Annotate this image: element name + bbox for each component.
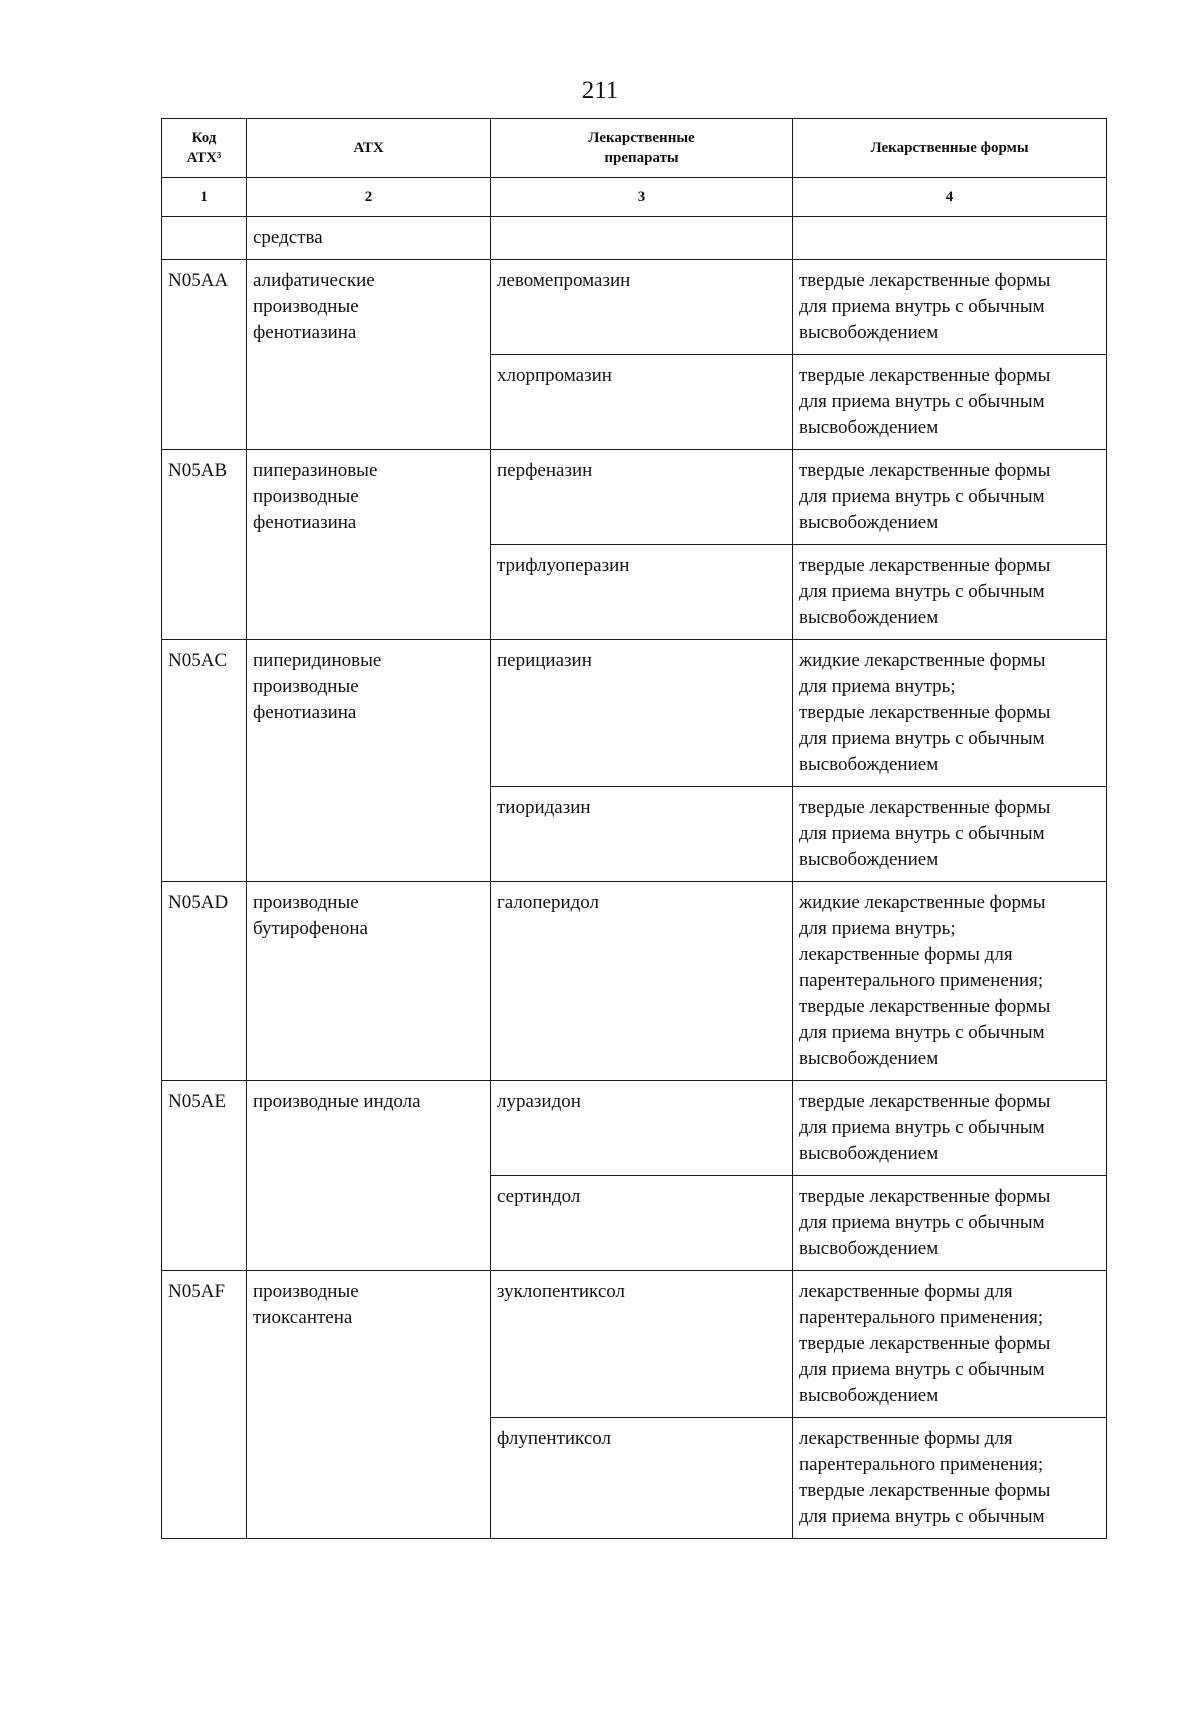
drug-name-cell: тиоридазин	[491, 787, 793, 882]
dosage-forms-cell: жидкие лекарственные формы для приема внутрь; лекарственные формы для парентерального применения; твердые лекарственные формы для приема внутрь с обычным высвобождением	[793, 882, 1107, 1081]
code-cell	[162, 217, 247, 260]
atx-code-cell: N05AB	[162, 450, 247, 640]
drug-name-cell: перициазин	[491, 640, 793, 787]
header-drugs: Лекарственные препараты	[491, 119, 793, 178]
page-number: 211	[581, 77, 619, 104]
drug-name-cell: галоперидол	[491, 882, 793, 1081]
dosage-forms-cell: твердые лекарственные формы для приема внутрь с обычным высвобождением	[793, 1081, 1107, 1176]
drug-name-cell: флупентиксол	[491, 1418, 793, 1539]
table-row	[162, 260, 1107, 355]
dosage-forms-cell: твердые лекарственные формы для приема внутрь с обычным высвобождением	[793, 355, 1107, 450]
atx-table	[161, 118, 1107, 1539]
dosage-forms-cell: жидкие лекарственные формы для приема внутрь; твердые лекарственные формы для приема внутрь с обычным высвобождением	[793, 640, 1107, 787]
drug-name-cell: перфеназин	[491, 450, 793, 545]
atx-group-cell: производные тиоксантена	[247, 1271, 491, 1539]
dosage-forms-cell: лекарственные формы для парентерального применения; твердые лекарственные формы для приема внутрь с обычным высвобождением	[793, 1271, 1107, 1418]
header-atx-code: Код АТХ³	[162, 119, 247, 178]
header-atx: АТХ	[247, 119, 491, 178]
dosage-forms-cell: твердые лекарственные формы для приема внутрь с обычным высвобождением	[793, 1176, 1107, 1271]
drug-name-cell: сертиндол	[491, 1176, 793, 1271]
drug-name-cell: трифлуоперазин	[491, 545, 793, 640]
table-row	[162, 640, 1107, 787]
atx-group-cell: алифатические производные фенотиазина	[247, 260, 491, 450]
forms-cell	[793, 217, 1107, 260]
atx-code-cell: N05AD	[162, 882, 247, 1081]
column-number-row	[162, 178, 1107, 217]
dosage-forms-cell: твердые лекарственные формы для приема внутрь с обычным высвобождением	[793, 260, 1107, 355]
drug-name-cell: зуклопентиксол	[491, 1271, 793, 1418]
column-number: 1	[162, 178, 247, 217]
table-header-row	[162, 119, 1107, 178]
table-row	[162, 1081, 1107, 1176]
column-number: 4	[793, 178, 1107, 217]
table-row	[162, 450, 1107, 545]
atx-group-cell: пиперазиновые производные фенотиазина	[247, 450, 491, 640]
dosage-forms-cell: лекарственные формы для парентерального применения; твердые лекарственные формы для приема внутрь с обычным	[793, 1418, 1107, 1539]
drug-name-cell: левомепромазин	[491, 260, 793, 355]
atx-code-cell: N05AC	[162, 640, 247, 882]
dosage-forms-cell: твердые лекарственные формы для приема внутрь с обычным высвобождением	[793, 545, 1107, 640]
dosage-forms-cell: твердые лекарственные формы для приема внутрь с обычным высвобождением	[793, 450, 1107, 545]
header-dosage-forms: Лекарственные формы	[793, 119, 1107, 178]
atx-group-cell: пиперидиновые производные фенотиазина	[247, 640, 491, 882]
dosage-forms-cell: твердые лекарственные формы для приема внутрь с обычным высвобождением	[793, 787, 1107, 882]
atx-cell: средства	[247, 217, 491, 260]
drug-cell	[491, 217, 793, 260]
drug-name-cell: луразидон	[491, 1081, 793, 1176]
atx-code-cell: N05AE	[162, 1081, 247, 1271]
atx-group-cell: производные индола	[247, 1081, 491, 1271]
drug-name-cell: хлорпромазин	[491, 355, 793, 450]
atx-code-cell: N05AA	[162, 260, 247, 450]
atx-code-cell: N05AF	[162, 1271, 247, 1539]
table-row	[162, 1271, 1107, 1418]
column-number: 2	[247, 178, 491, 217]
table-row	[162, 882, 1107, 1081]
atx-group-cell: производные бутирофенона	[247, 882, 491, 1081]
continuation-row	[162, 217, 1107, 260]
column-number: 3	[491, 178, 793, 217]
